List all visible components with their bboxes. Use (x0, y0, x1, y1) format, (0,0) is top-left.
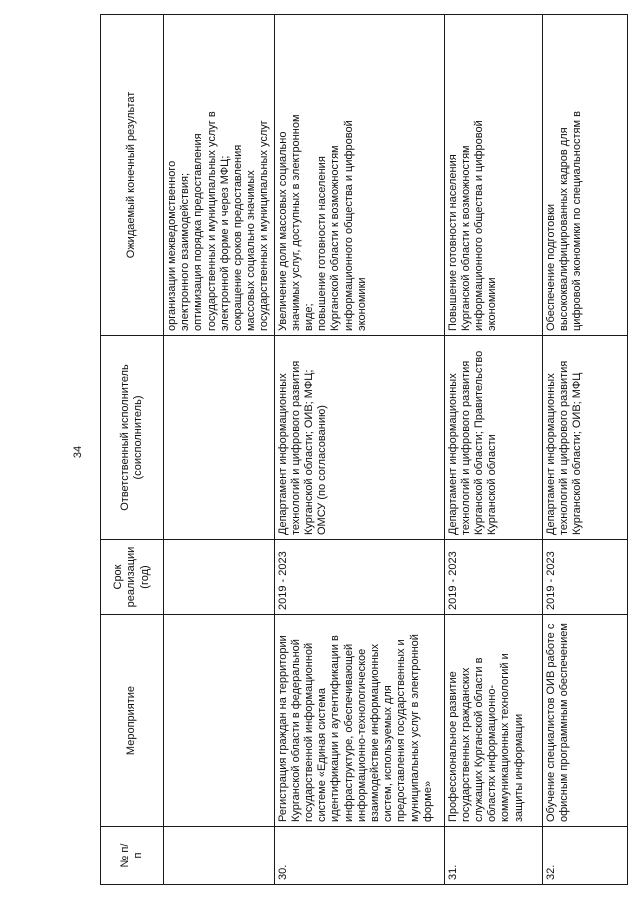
table-row-31 (444, 15, 542, 885)
cell-activity: Профессиональное развитие государственных гражданских служащих Курганской области в областях информационно- коммуникационных технологий и защиты информации (444, 615, 542, 827)
cell-executor: Департамент информационных технологий и цифрового развития Курганской области; ОИВ; МФЦ (542, 336, 627, 540)
header-period: Срок реализации (год) (101, 540, 164, 615)
header-activity: Мероприятие (101, 615, 164, 827)
cell-result: организации межведомственного электронного взаимодействия; оптимизация порядка предоставления государственных и муниципальных услуг в электронной форме и через МФЦ; сокращение сроков предоставления массовых социально значимых государственных и муниципальных услуг (164, 15, 275, 336)
header-result: Ожидаемый конечный результат (101, 15, 164, 336)
header-executor: Ответственный исполнитель (соисполнитель) (101, 336, 164, 540)
cell-period: 2019 - 2023 (444, 540, 542, 615)
cell-executor (164, 336, 275, 540)
cell-period: 2019 - 2023 (542, 540, 627, 615)
cell-activity: Обучение специалистов ОИВ работе с офисным программным обеспечением (542, 615, 627, 827)
table-row-32 (542, 15, 627, 885)
page-number: 34 (72, 445, 84, 459)
header-number: № п/ п (101, 827, 164, 885)
cell-number: 31. (444, 827, 542, 885)
cell-result: Увеличение доли массовых социально значимых услуг, доступных в электронном виде; повышение готовности населения Курганской области к возможностям информационного общества и цифровой экономики (274, 15, 444, 336)
cell-number: 30. (274, 827, 444, 885)
cell-number (164, 827, 275, 885)
cell-period (164, 540, 275, 615)
cell-activity: Регистрация граждан на территории Курганской области в федеральной государственной информационной системе «Единая система идентификации и аутентификации в инфраструктуре, обеспечивающей информационно-технологическое взаимодействие информационных систем, используемых для предоставления государственных и муниципальных услуг в электронной форме» (274, 615, 444, 827)
cell-number: 32. (542, 827, 627, 885)
rotated-page (100, 15, 628, 885)
cell-activity (164, 615, 275, 827)
table-row-30 (274, 15, 444, 885)
cell-result: Повышение готовности населения Курганской области к возможностям информационного общества и цифровой экономики (444, 15, 542, 336)
activities-table (100, 14, 628, 885)
cell-executor: Департамент информационных технологий и цифрового развития Курганской области; ОИВ; МФЦ; ОМСУ (по согласованию) (274, 336, 444, 540)
cell-result: Обеспечение подготовки высококвалифицированных кадров для цифровой экономики по специальностям в (542, 15, 627, 336)
table-header-row (101, 15, 164, 885)
cell-period: 2019 - 2023 (274, 540, 444, 615)
cell-executor: Департамент информационных технологий и цифрового развития Курганской области; Правительство Курганской области (444, 336, 542, 540)
table-row-continuation (164, 15, 275, 885)
